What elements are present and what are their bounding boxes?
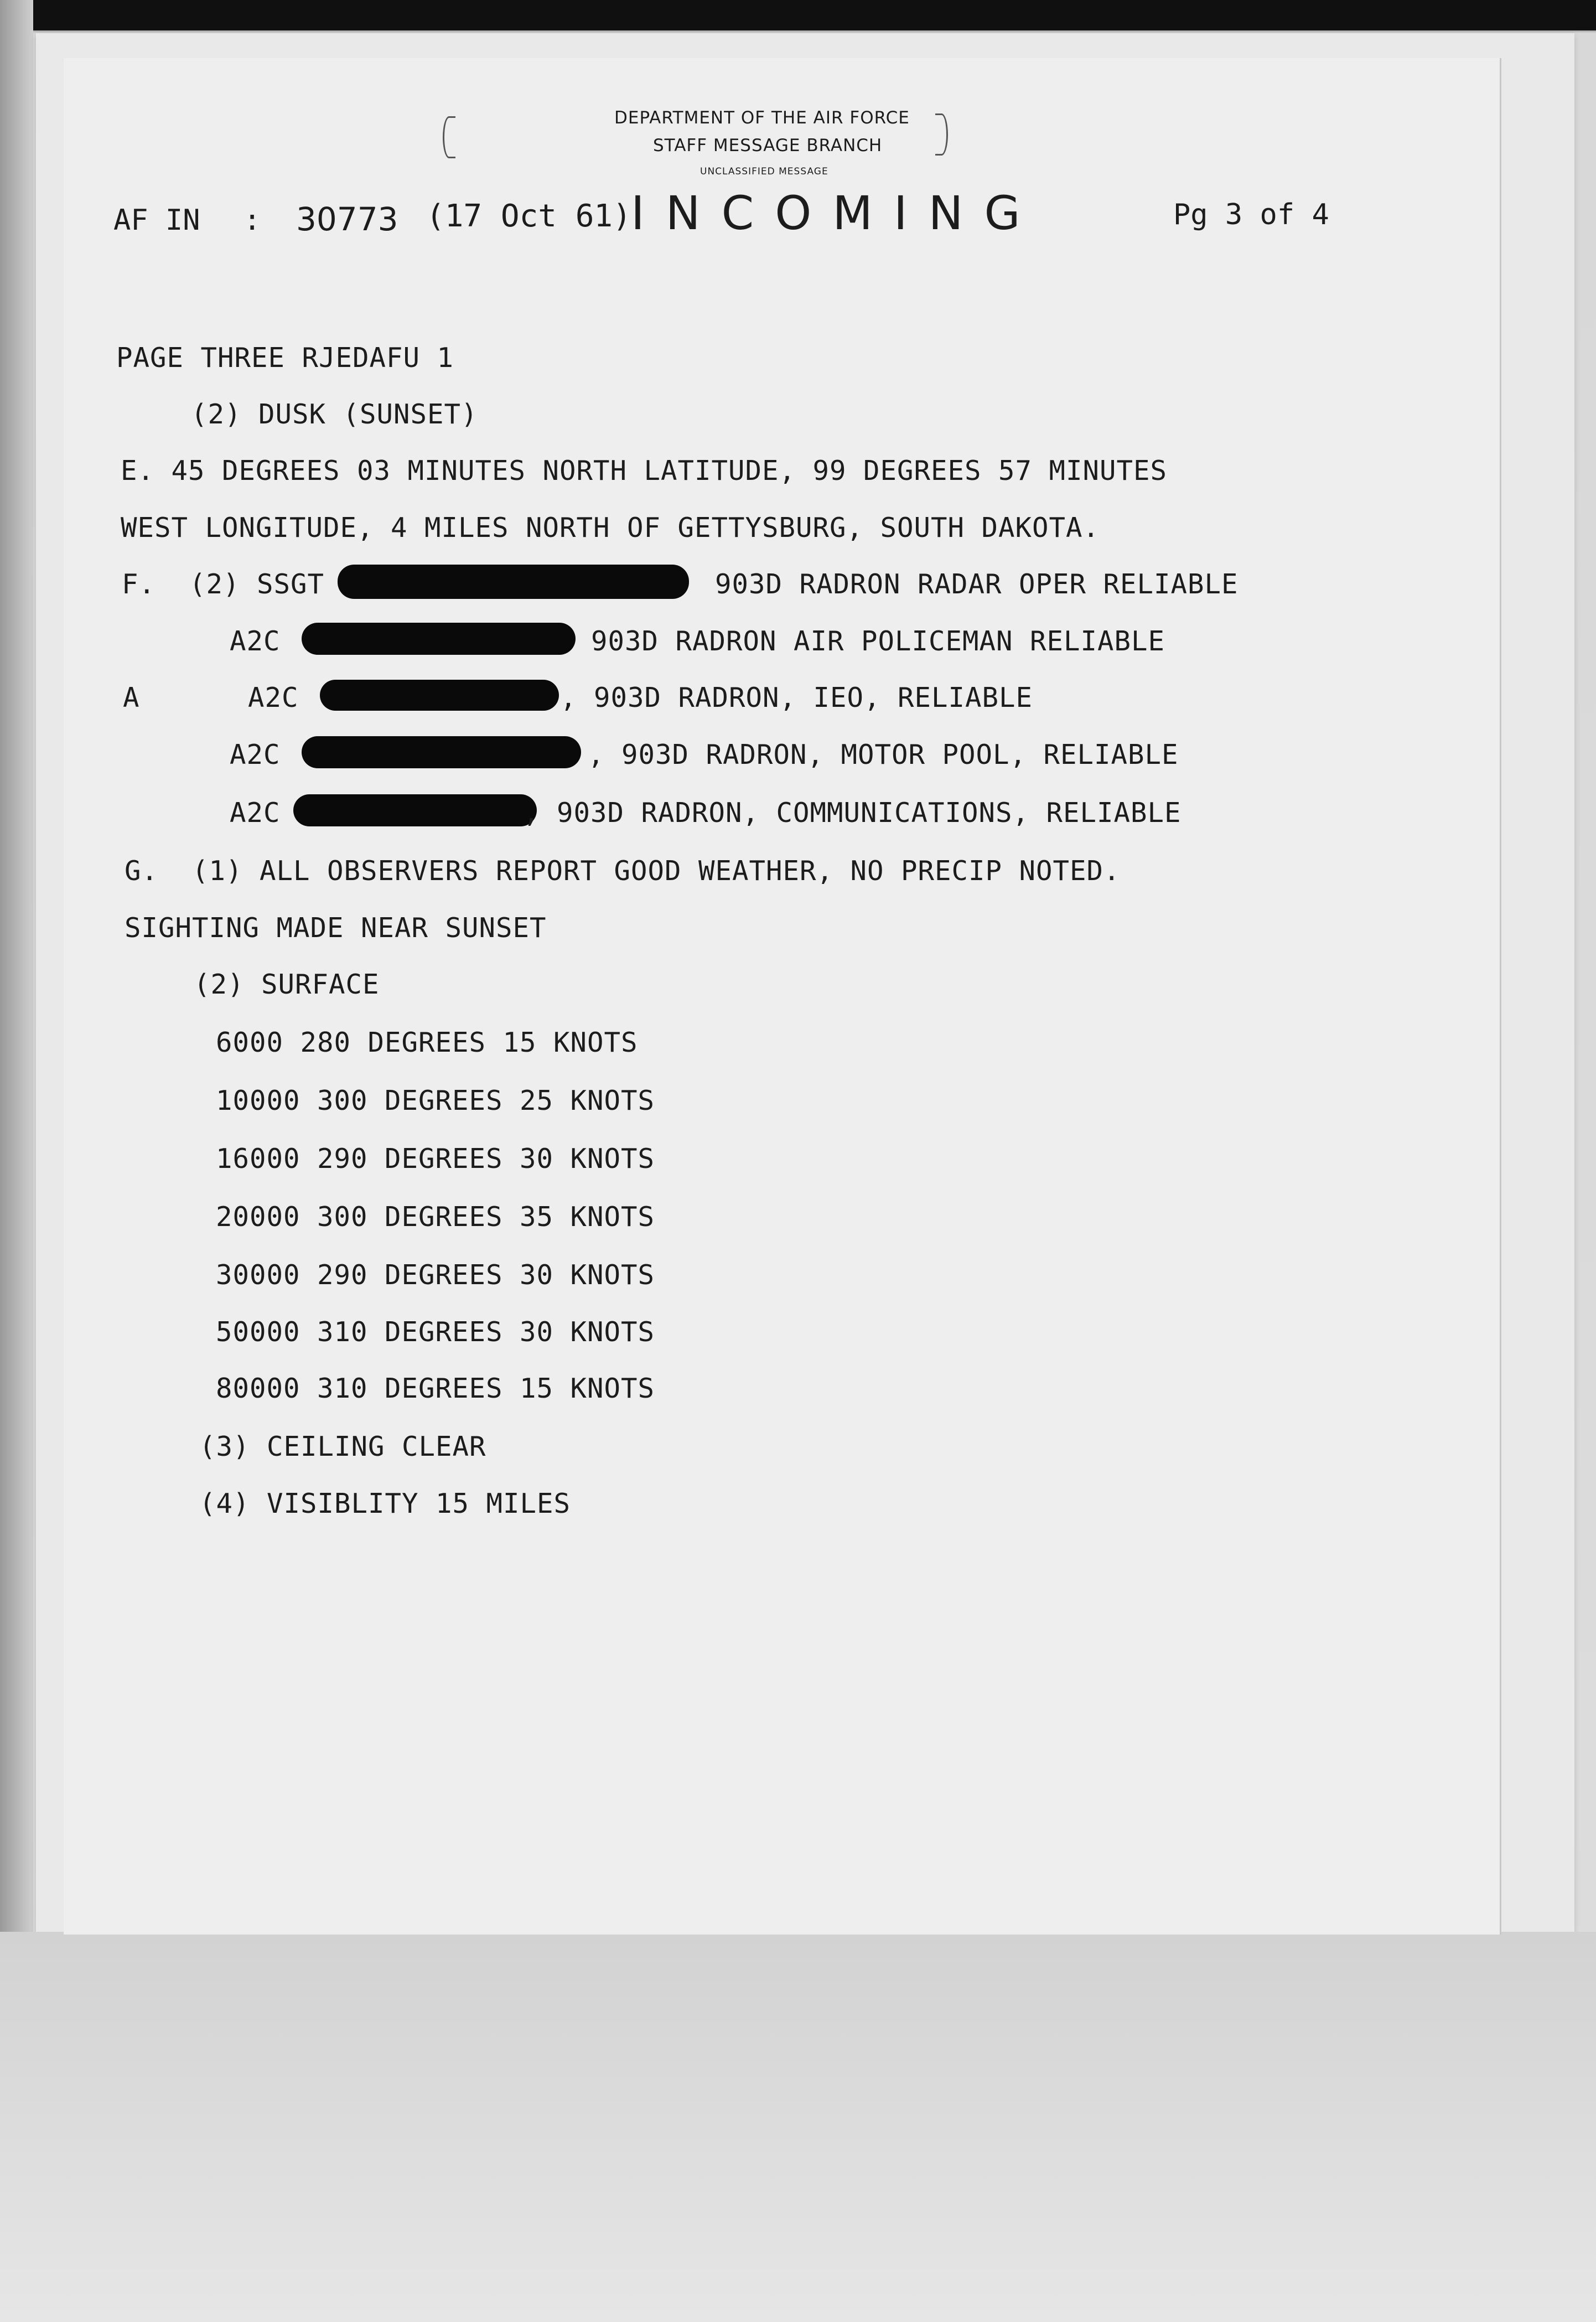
observer-f-prefix: F. (2) SSGT [122, 568, 325, 600]
wind-row: 6000 280 DEGREES 15 KNOTS [216, 1027, 638, 1058]
wind-row: 50000 310 DEGREES 30 KNOTS [216, 1316, 655, 1348]
af-in-colon: : [243, 204, 261, 237]
wind-row: 10000 300 DEGREES 25 KNOTS [216, 1085, 655, 1116]
rank-a2c: A2C [230, 739, 281, 770]
header-department: DEPARTMENT OF THE AIR FORCE [614, 108, 910, 128]
scan-lower-area [0, 1932, 1596, 2322]
weather-line: G. (1) ALL OBSERVERS REPORT GOOD WEATHER, NO PRECIP NOTED. [125, 855, 1121, 887]
message-date: (17 Oct 61) [426, 198, 631, 234]
header-classification: UNCLASSIFIED MESSAGE [700, 166, 828, 177]
dusk-line: (2) DUSK (SUNSET) [191, 399, 478, 430]
wind-row: 20000 300 DEGREES 35 KNOTS [216, 1201, 655, 1233]
redaction-bar [338, 565, 689, 599]
redaction-bar [293, 794, 537, 826]
wind-row: 16000 290 DEGREES 30 KNOTS [216, 1143, 655, 1175]
af-in-number: 30773 [296, 200, 398, 238]
af-in-label: AF IN [113, 204, 200, 237]
visibility-line: (4) VISIBLITY 15 MILES [199, 1488, 571, 1519]
bracket-mark-right [935, 113, 948, 156]
film-edge-top [0, 0, 1596, 30]
bracket-mark-left [443, 116, 455, 158]
redaction-bar [302, 736, 581, 768]
surface-line: (2) SURFACE [194, 969, 380, 1000]
margin-letter: A [123, 682, 140, 713]
longitude-line: WEST LONGITUDE, 4 MILES NORTH OF GETTYSBURG, SOUTH DAKOTA. [121, 512, 1100, 544]
sighting-line: SIGHTING MADE NEAR SUNSET [125, 912, 547, 944]
rank-a2c: A2C [230, 797, 281, 829]
incoming-stamp: INCOMING [631, 186, 1041, 240]
observer-row-1: 903D RADRON RADAR OPER RELIABLE [715, 568, 1239, 600]
wind-row: 30000 290 DEGREES 30 KNOTS [216, 1259, 655, 1291]
ceiling-line: (3) CEILING CLEAR [199, 1431, 486, 1462]
observer-row-3: , 903D RADRON, IEO, RELIABLE [560, 682, 1033, 713]
observer-row-2: 903D RADRON AIR POLICEMAN RELIABLE [591, 625, 1165, 657]
observer-row-4: , 903D RADRON, MOTOR POOL, RELIABLE [588, 739, 1179, 770]
page-indicator: Pg 3 of 4 [1173, 198, 1329, 231]
redaction-bar [302, 623, 576, 655]
observer-row-5: , 903D RADRON, COMMUNICATIONS, RELIABLE [523, 797, 1182, 829]
latitude-line: E. 45 DEGREES 03 MINUTES NORTH LATITUDE, 99 DEGREES 57 MINUTES [121, 455, 1168, 487]
rank-a2c: A2C [248, 682, 299, 713]
redaction-bar [320, 680, 559, 711]
wind-row: 80000 310 DEGREES 15 KNOTS [216, 1373, 655, 1404]
rank-a2c: A2C [230, 625, 281, 657]
header-branch: STAFF MESSAGE BRANCH [653, 136, 883, 156]
page-line: PAGE THREE RJEDAFU 1 [116, 342, 454, 374]
